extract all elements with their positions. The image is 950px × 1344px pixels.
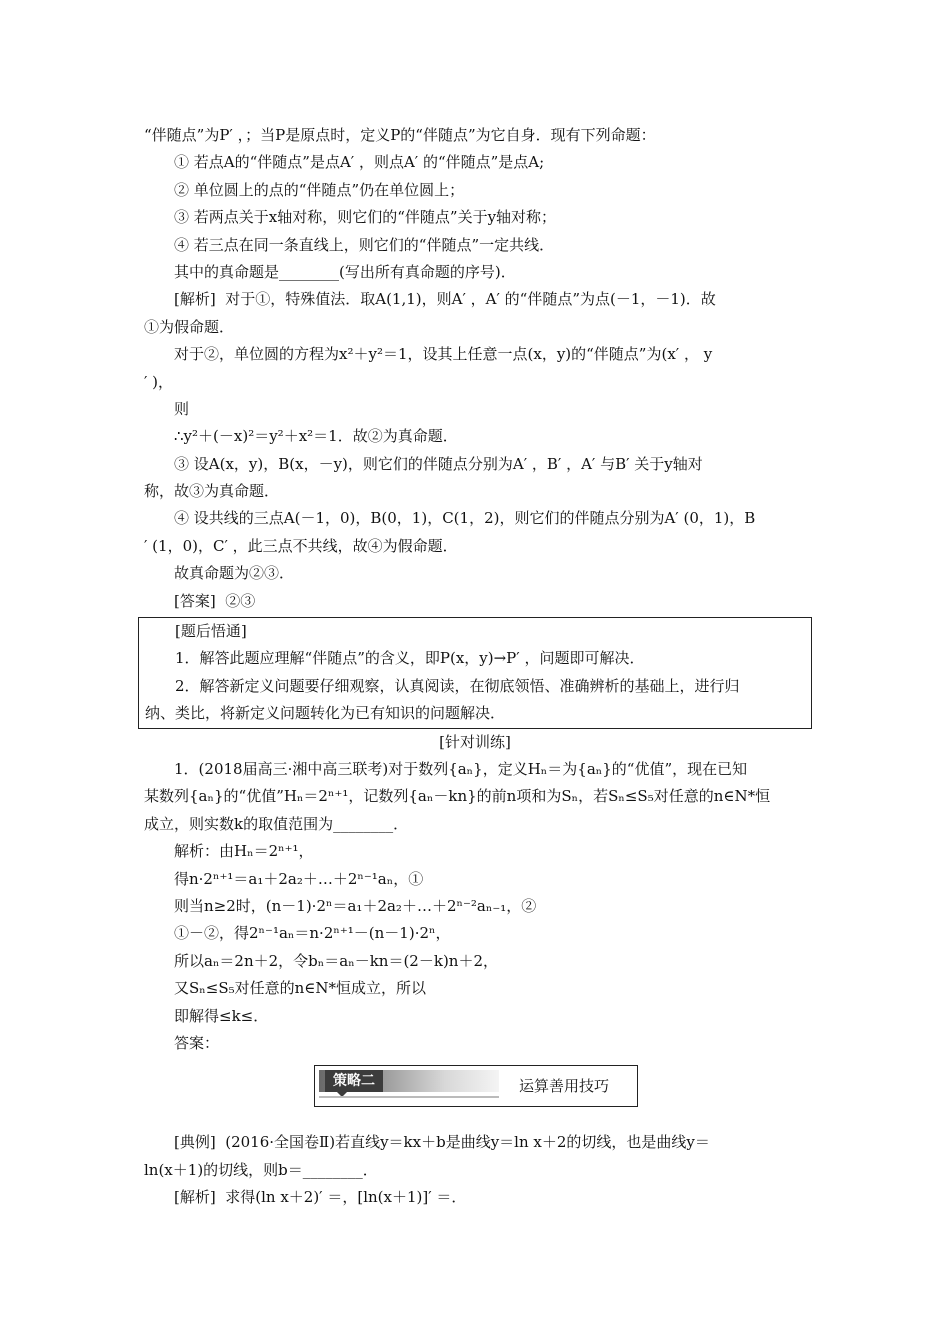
- text-line: 则: [174, 399, 190, 418]
- text-line: 纳、类比，将新定义问题转化为已有知识的问题解决．: [145, 704, 506, 723]
- text-line: 即解得≤k≤．: [174, 1006, 269, 1025]
- text-line: 称，故③为真命题．: [144, 482, 280, 501]
- strategy-banner: [144, 1057, 806, 1115]
- text-line: ①为假命题．: [144, 317, 235, 336]
- example-section: [144, 1129, 806, 1211]
- text-line: 1．解答此题应理解“伴随点”的含义，即P(x，y)→P′ ，问题即可解决．: [175, 649, 645, 668]
- text-line: 所以aₙ＝2n＋2，令bₙ＝aₙ－kn＝(2－k)n＋2，: [174, 951, 498, 970]
- strategy-title: 运算善用技巧: [519, 1077, 610, 1096]
- text-line: ④ 若三点在同一条直线上，则它们的“伴随点”一定共线．: [174, 235, 555, 254]
- text-line: [解析] 求得(ln x＋2)′ ＝，[ln(x＋1)]′ ＝．: [174, 1188, 467, 1207]
- text-line: 答案：: [174, 1033, 220, 1052]
- text-line: ′ )，: [144, 372, 174, 391]
- text-line: ①－②，得2ⁿ⁻¹aₙ＝n·2ⁿ⁺¹－(n－1)·2ⁿ，: [174, 924, 451, 943]
- text-line: ① 若点A的“伴随点”是点A′ ，则点A′ 的“伴随点”是点A;: [174, 153, 545, 172]
- training-title: [针对训练]: [439, 732, 511, 751]
- text-line: 得n·2ⁿ⁺¹＝a₁＋2a₂＋…＋2ⁿ⁻¹aₙ，①: [174, 869, 424, 888]
- text-line: 则当n≥2时，(n－1)·2ⁿ＝a₁＋2a₂＋…＋2ⁿ⁻²aₙ₋₁，②: [174, 896, 537, 915]
- text-line: [题后悟通]: [175, 622, 247, 641]
- text-line: ④ 设共线的三点A(－1，0)，B(0，1)，C(1，2)，则它们的伴随点分别为A′ (0，1)，B: [174, 509, 756, 528]
- text-line: 对于②，单位圆的方程为x²＋y²＝1，设其上任意一点(x，y)的“伴随点”为(x′ ， y: [174, 345, 713, 364]
- problem-section: [144, 122, 806, 615]
- strategy-badge: 策略二: [325, 1070, 383, 1092]
- text-line: [典例] (2016·全国卷Ⅱ)若直线y＝kx＋b是曲线y＝ln x＋2的切线，也是曲线y＝: [174, 1133, 710, 1152]
- text-line: 2．解答新定义问题要仔细观察，认真阅读，在彻底领悟、准确辨析的基础上，进行归: [175, 676, 740, 695]
- text-line: ln(x＋1)的切线，则b＝________．: [144, 1160, 378, 1179]
- text-line: 成立，则实数k的取值范围为________．: [144, 814, 409, 833]
- text-line: [解析] 对于①，特殊值法．取A(1,1)，则A′ ，A′ 的“伴随点”为点(－1，－1)．故: [174, 290, 716, 309]
- text-line: ③ 若两点关于x轴对称，则它们的“伴随点”关于y轴对称；: [174, 208, 557, 227]
- text-line: 1．(2018届高三·湘中高三联考)对于数列{aₙ}，定义Hₙ＝为{aₙ}的“优值”，现在已知: [174, 759, 748, 778]
- strategy-box: [314, 1065, 638, 1107]
- text-line: ′ (1，0)，C′ ，此三点不共线，故④为假命题．: [144, 536, 458, 555]
- text-line: 又Sₙ≤S₅对任意的n∈N*恒成立，所以: [174, 979, 427, 998]
- training-section: [144, 756, 806, 1057]
- tip-box: [138, 617, 812, 729]
- text-line: ③ 设A(x，y)，B(x，－y)，则它们的伴随点分别为A′ ，B′ ，A′ 与B′ 关于y轴对: [174, 454, 703, 473]
- text-line: ∴y²＋(－x)²＝y²＋x²＝1．故②为真命题．: [174, 427, 458, 446]
- strategy-badge-bar: [319, 1070, 499, 1092]
- text-line: 其中的真命题是________(写出所有真命题的序号)．: [174, 262, 516, 281]
- text-line: 故真命题为②③．: [174, 564, 295, 583]
- document-content: [144, 122, 806, 1211]
- badge-underline: [319, 1096, 499, 1098]
- text-line: “伴随点”为P′ ，；当P是原点时，定义P的“伴随点”为它自身．现有下列命题：: [144, 126, 656, 144]
- text-line: 解析：由Hₙ＝2ⁿ⁺¹，: [174, 842, 314, 861]
- text-line: ② 单位圆上的点的“伴随点”仍在单位圆上；: [174, 180, 465, 199]
- text-line: 某数列{aₙ}的“优值”Hₙ＝2ⁿ⁺¹，记数列{aₙ－kn}的前n项和为Sₙ，若Sₙ≤S₅对任意的n∈N*恒: [144, 787, 771, 806]
- text-line: [答案] ②③: [174, 591, 256, 610]
